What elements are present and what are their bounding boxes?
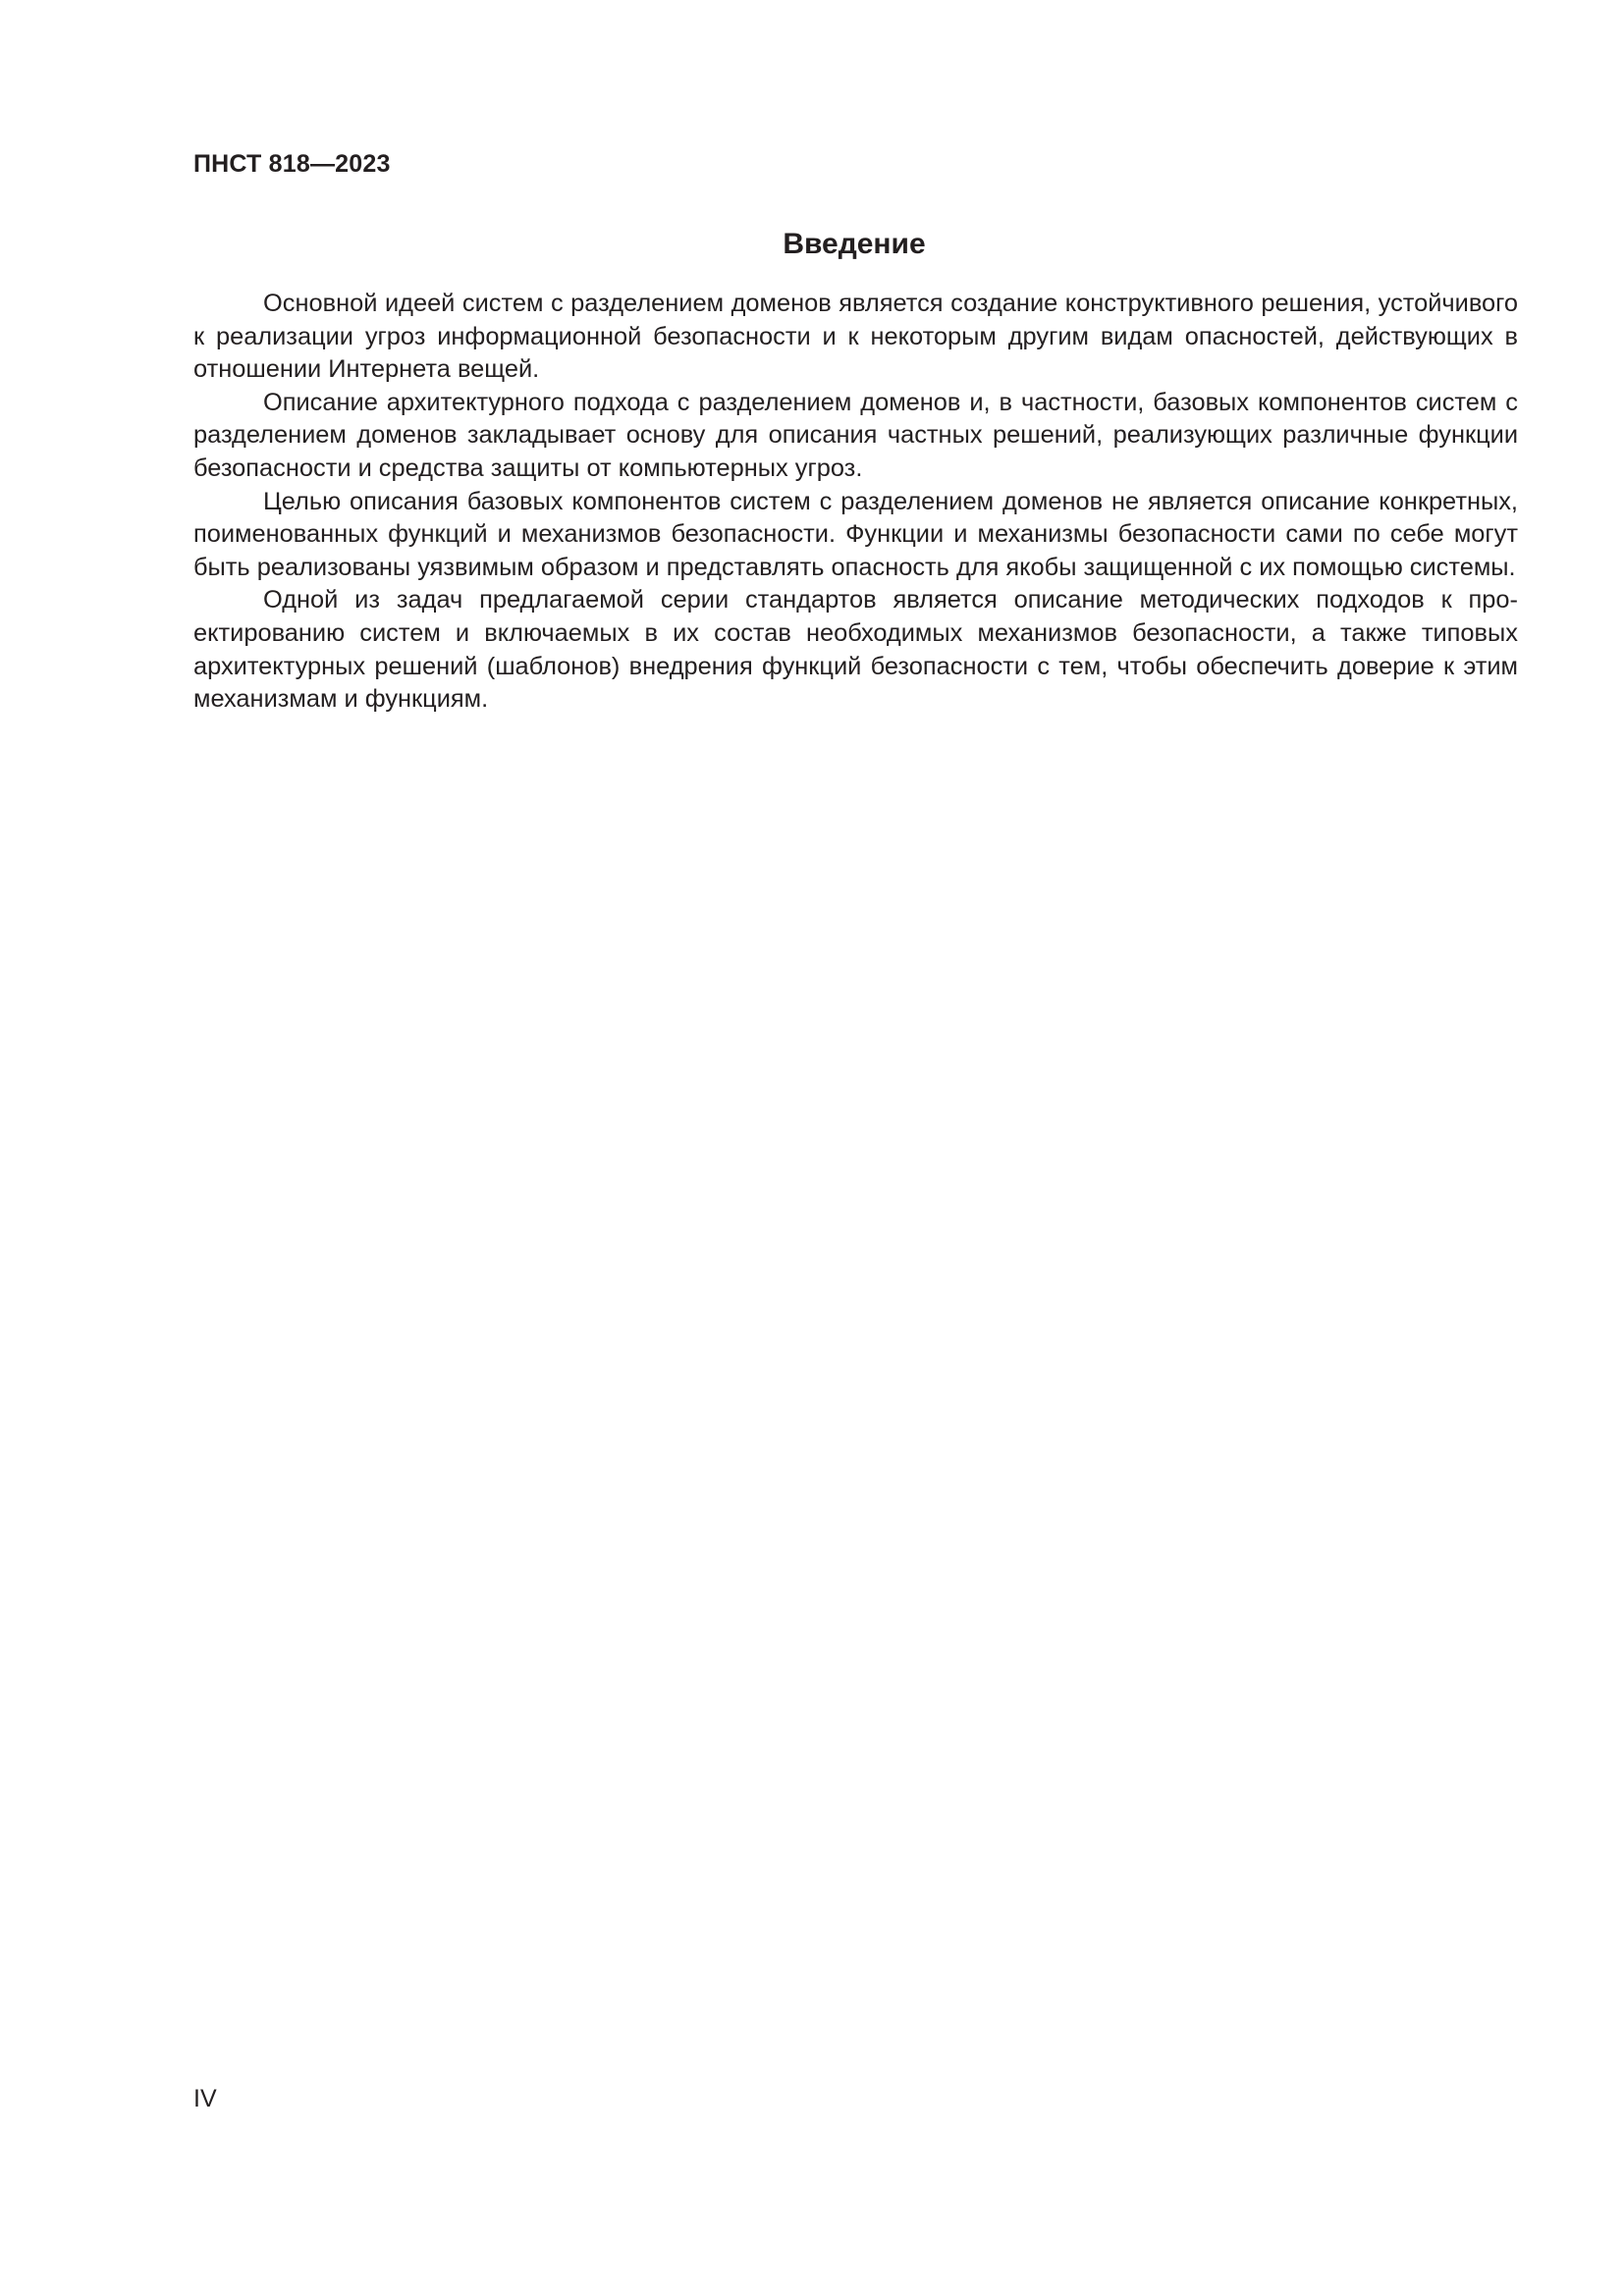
paragraph: Описание архитектурного подхода с разделением доменов и, в частности, базовых компонентов систем с разделением доменов закладывает основу для описания частных решений, реализующих различные функции безопасности и средства защиты от компьютерных угроз. [193, 388, 1518, 482]
section-body [193, 288, 1518, 717]
paragraph: Целью описания базовых компонентов систем с разделением доменов не является описание конкретных, поименованных функций и механизмов безопасности. Функции и механизмы безопасности сами по себе могут быть реализованы уязвимым образом и представлять опасность для якобы защищенной с их помощью системы. [193, 487, 1518, 581]
paragraph: Основной идеей систем с разделением доменов является создание конструктивного решения, устойчивого к реализации угроз информационной безопасности и к некоторым другим видам опасностей, действующих в отношении Интернета вещей. [193, 290, 1518, 384]
document-code: ПНСТ 818—2023 [193, 150, 391, 178]
page-number: IV [193, 2085, 217, 2112]
paragraph: Одной из задач предлагаемой серии стандартов является описание методических подходов к проектированию систем и включаемых в их состав необходимых механизмов безопасности, а также типовых архитектурных решений (шаблонов) внедрения функций безопасности с тем, чтобы обеспечить доверие к этим механизмам и функциям. [193, 586, 1518, 714]
section-title: Введение [783, 228, 926, 260]
